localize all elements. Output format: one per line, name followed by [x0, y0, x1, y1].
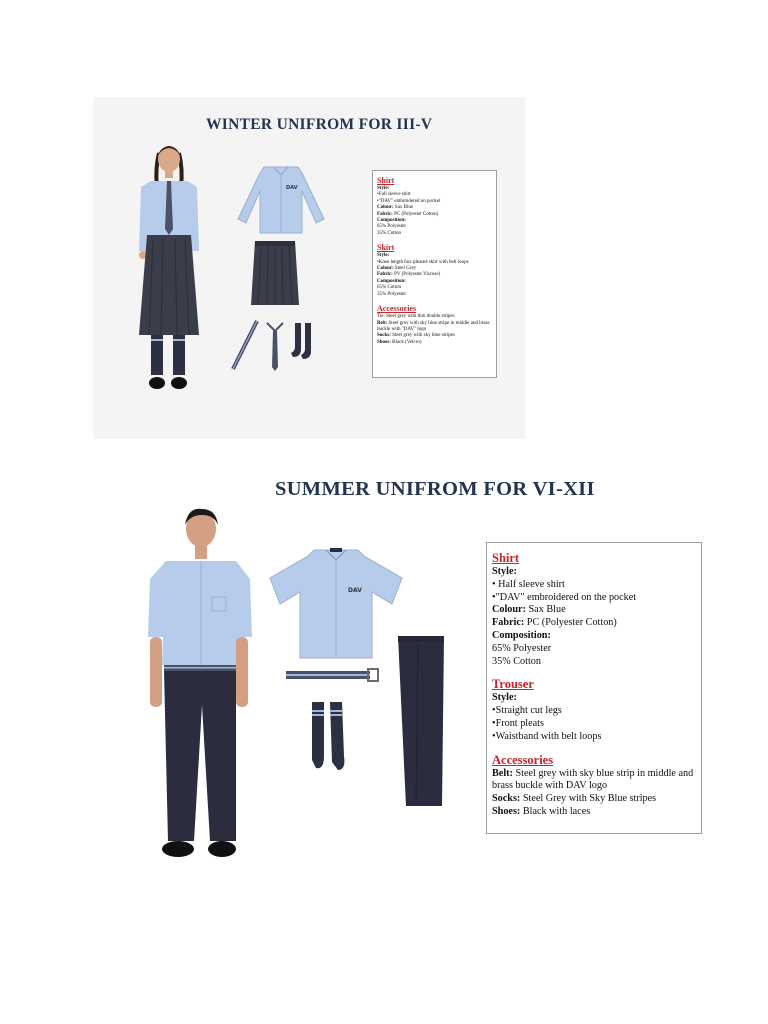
winter-skirt-fabric: Fabric: PV (Polyester Viscose): [377, 272, 441, 278]
socks-image: [308, 700, 352, 772]
boy-model-image: [144, 505, 254, 865]
winter-shirt-composition-line: 35% Cotton: [377, 230, 402, 236]
summer-title: SUMMER UNIFROM FOR VI-XII: [275, 478, 595, 500]
winter-skirt-composition-line: 65% Cotton: [377, 285, 402, 291]
winter-shirt-style-line: •Full sleeve shirt: [377, 192, 411, 198]
summer-trouser-heading: Trouser: [492, 677, 534, 692]
winter-belt-line: Belt: Steel grey with sky blue stripe in middle and brass buckle with "DAV" logo: [377, 320, 490, 332]
winter-socks-line: Socks: Steel grey with sky blue stripes: [377, 333, 455, 339]
pleated-skirt-image: [249, 239, 301, 307]
summer-shirt-style-line: • Half sleeve shirt: [492, 578, 565, 590]
winter-shirt-colour: Colour: Sax Blue: [377, 205, 414, 211]
full-sleeve-shirt-image: [236, 163, 326, 235]
winter-shirt-heading: Shirt: [377, 176, 395, 185]
summer-trouser-style-label: Style:: [492, 692, 517, 704]
winter-accessories-heading: Accessories: [377, 304, 417, 314]
summer-details-card: [486, 542, 702, 834]
summer-shirt-composition-line: 35% Cotton: [492, 655, 541, 667]
winter-shirt-style-label: Style:: [377, 186, 390, 191]
summer-accessories-heading: Accessories: [492, 752, 554, 767]
summer-shirt-composition-label: Composition:: [492, 629, 551, 641]
winter-shirt-style-line: •"DAV" embroidered on pocket: [377, 198, 441, 204]
winter-skirt-composition-label: Composition:: [377, 278, 406, 284]
shirt-logo-text: DAV: [286, 185, 298, 191]
trouser-image: [396, 634, 448, 808]
summer-shirt-style-label: Style:: [492, 566, 517, 577]
summer-shirt-heading: Shirt: [492, 551, 520, 565]
winter-tie-line: Tie: Steel grey with thin double stripes: [377, 314, 455, 320]
summer-shirt-composition-line: 65% Polyester: [492, 642, 552, 654]
winter-skirt-heading: Skirt: [377, 243, 395, 253]
summer-trouser-style-line: •Straight cut legs: [492, 705, 562, 717]
summer-shirt-logo-text: DAV: [348, 587, 362, 594]
summer-socks-line: Socks: Steel Grey with Sky Blue stripes: [492, 793, 657, 805]
winter-skirt-style-label: Style:: [377, 253, 390, 259]
summer-shirt-colour: Colour: Sax Blue: [492, 604, 566, 616]
summer-trouser-style-line: •Waistband with belt loops: [492, 730, 602, 742]
girl-model-image: [133, 139, 203, 401]
winter-details-card: [372, 170, 497, 378]
half-sleeve-shirt-image: [268, 546, 404, 660]
summer-shoes-line: Shoes: Black with laces: [492, 805, 591, 817]
winter-skirt-colour: Colour: Steel Grey: [377, 266, 417, 272]
winter-skirt-style-line: •Knee length box pleated skirt with belt loops: [377, 259, 469, 265]
winter-shirt-composition-label: Composition:: [377, 218, 406, 224]
winter-accessories-image: [229, 319, 319, 371]
winter-shirt-fabric: Fabric: PC (Polyester Cotton): [377, 211, 439, 217]
summer-trouser-style-line: •Front pleats: [492, 717, 544, 729]
winter-title: WINTER UNIFROM FOR III-V: [206, 116, 433, 133]
winter-uniform-panel: [93, 97, 525, 439]
winter-skirt-composition-line: 35% Polyester: [377, 291, 407, 297]
winter-shoes-line: Shoes: Black (Velcro): [377, 339, 422, 345]
summer-belt-line: Belt: Steel grey with sky blue strip in middle and brass buckle with DAV logo: [492, 767, 694, 792]
belt-image: [286, 668, 380, 682]
winter-shirt-composition-line: 65% Polyester: [377, 224, 407, 230]
summer-shirt-fabric: Fabric: PC (Polyester Cotton): [492, 617, 617, 629]
summer-shirt-style-line: •"DAV" embroidered on the pocket: [492, 591, 637, 603]
